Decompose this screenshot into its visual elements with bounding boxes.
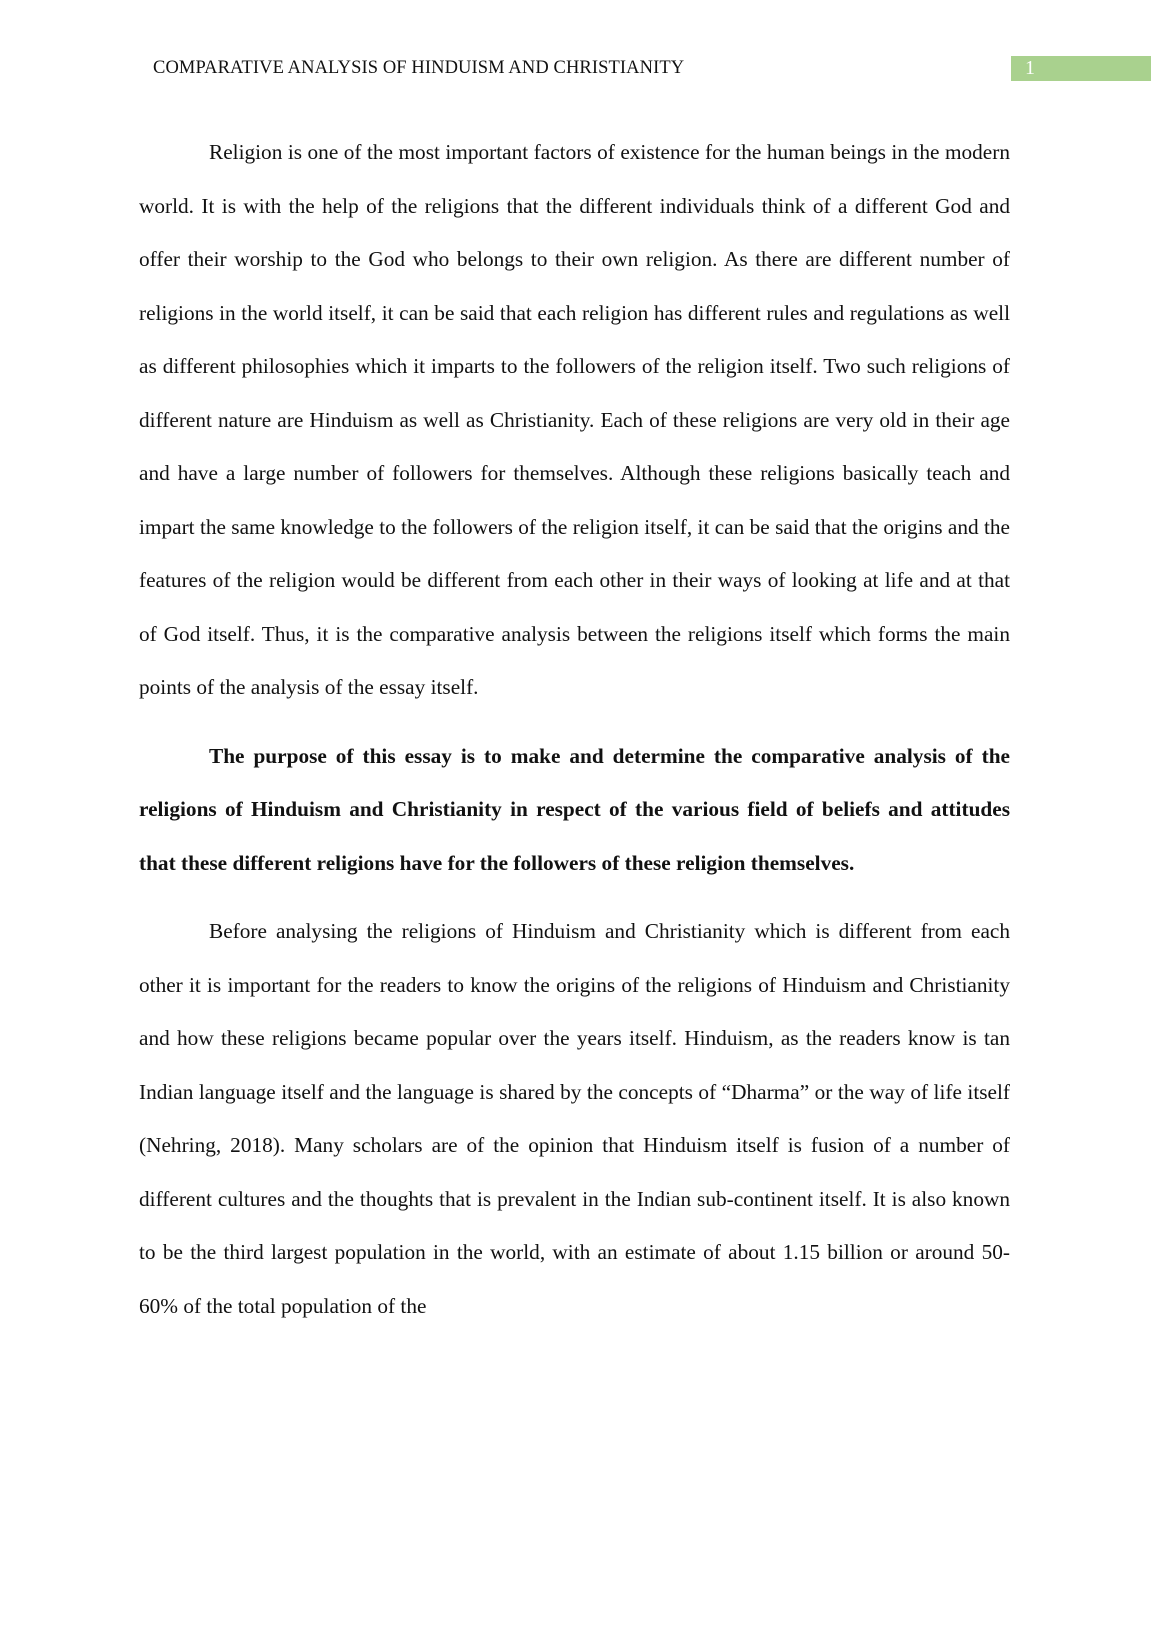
running-head: COMPARATIVE ANALYSIS OF HINDUISM AND CHRISTIANITY [153, 58, 685, 78]
document-body [139, 126, 1010, 1348]
page-number: 1 [1011, 56, 1151, 81]
origins-paragraph: Before analysing the religions of Hinduism and Christianity which is different from each other it is important for the readers to know the origins of the religions of Hinduism and Christianity and how these religions became popular over the years itself. Hinduism, as the readers know is tan Indian language itself and the language is shared by the concepts of “Dharma” or the way of life itself (Nehring, 2018). Many scholars are of the opinion that Hinduism itself is fusion of a number of different cultures and the thoughts that is prevalent in the Indian sub-continent itself. It is also known to be the third largest population in the world, with an estimate of about 1.15 billion or around 50-60% of the total population of the [139, 919, 1010, 1318]
intro-paragraph: Religion is one of the most important factors of existence for the human beings in the modern world. It is with the help of the religions that the different individuals think of a different God and offer their worship to the God who belongs to their own religion. As there are different number of religions in the world itself, it can be said that each religion has different rules and regulations as well as different philosophies which it imparts to the followers of the religion itself. Two such religions of different nature are Hinduism as well as Christianity. Each of these religions are very old in their age and have a large number of followers for themselves. Although these religions basically teach and impart the same knowledge to the followers of the religion itself, it can be said that the origins and the features of the religion would be different from each other in their ways of looking at life and at that of God itself. Thus, it is the comparative analysis between the religions itself which forms the main points of the analysis of the essay itself. [139, 140, 1010, 699]
thesis-paragraph: The purpose of this essay is to make and determine the comparative analysis of the religions of Hinduism and Christianity in respect of the various field of beliefs and attitudes that these different religions have for the followers of these religion themselves. [139, 743, 1010, 875]
